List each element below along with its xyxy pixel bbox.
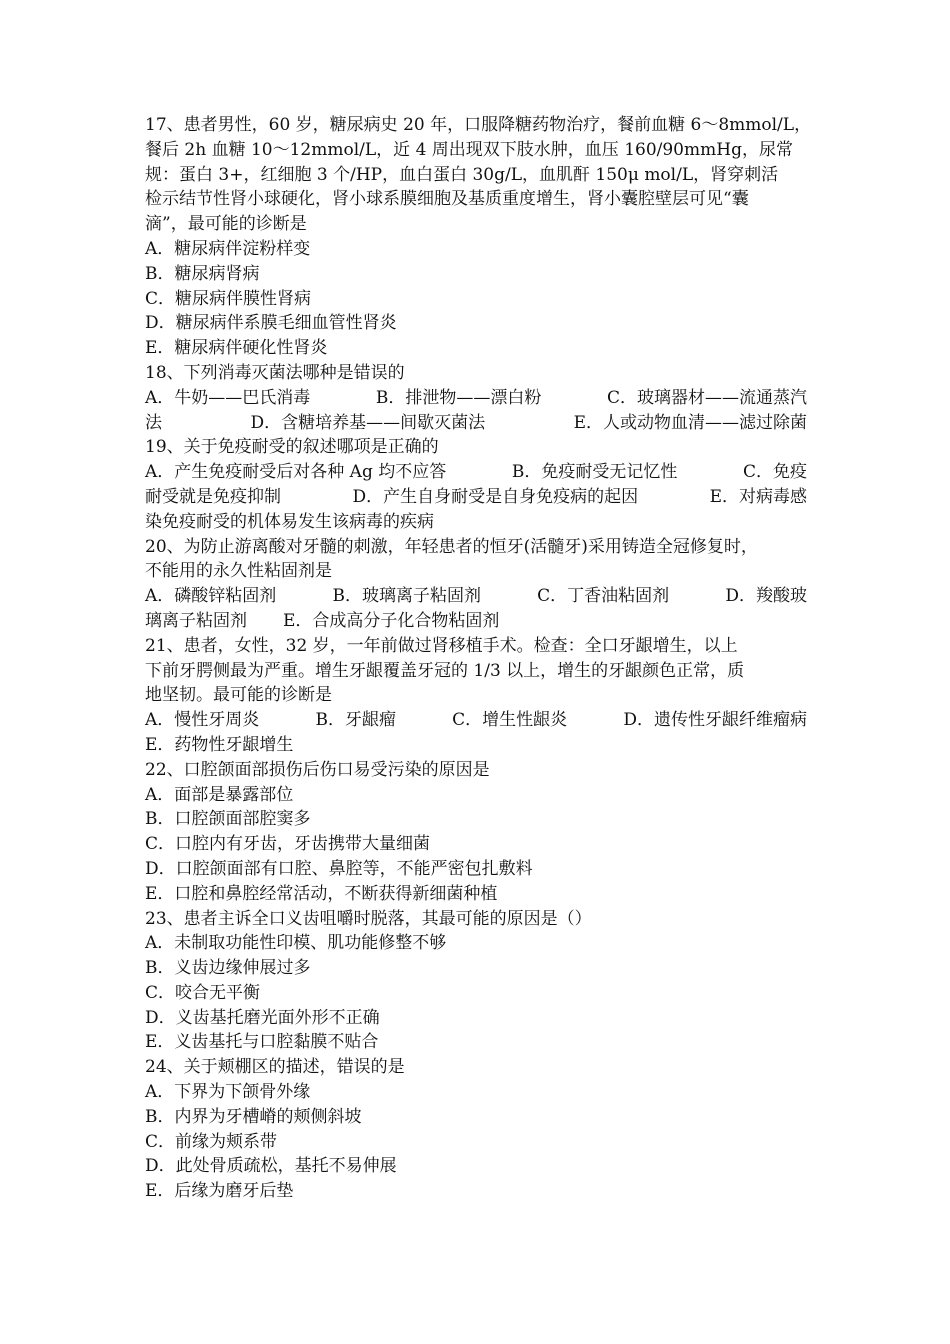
option: C．咬合无平衡: [145, 982, 261, 1003]
option-continuation: 耐受就是免疫抑制: [145, 486, 281, 507]
option: D．羧酸玻: [725, 586, 807, 607]
option: B．玻璃离子粘固剂: [332, 586, 481, 607]
option: E．口腔和鼻腔经常活动，不断获得新细菌种植: [145, 883, 498, 904]
option-row: [145, 708, 807, 733]
question-23: [145, 907, 807, 1056]
question-text-line: 18、下列消毒灭菌法哪种是错误的: [145, 362, 405, 383]
option: E．人或动物血清——滤过除菌: [573, 412, 807, 433]
text-span: 17、患者男性，60 岁，糖尿病史 20 年，口服降糖药物治疗，餐前血糖 6～8mmol/L，: [145, 115, 812, 135]
question-text-line: 22、口腔颌面部损伤后伤口易受污染的原因是: [145, 759, 490, 780]
option-continuation: 法: [145, 412, 162, 433]
question-text-line: 20、为防止游离酸对牙髓的刺激，年轻患者的恒牙(活髓牙)采用铸造全冠修复时，: [145, 536, 758, 557]
option: E．合成高分子化合物粘固剂: [283, 610, 500, 631]
question-text-line: 规：蛋白 3+，红细胞 3 个/HP，血白蛋白 30g/L，血肌酐 150μ mol/L，肾穿刺活: [145, 164, 779, 185]
option: A．磷酸锌粘固剂: [145, 586, 277, 607]
option: B．排泄物——漂白粉: [375, 387, 542, 408]
option: D．遗传性牙龈纤维瘤病: [623, 710, 807, 731]
option-continuation: 璃离子粘固剂: [145, 610, 247, 631]
question-text-line: [145, 113, 812, 138]
option: C．玻璃器材——流通蒸汽: [606, 387, 807, 408]
option: C．口腔内有牙齿，牙齿携带大量细菌: [145, 834, 431, 855]
option: A．面部是暴露部位: [145, 784, 294, 805]
question-text-line: 地坚韧。最可能的诊断是: [145, 685, 332, 706]
option-row: [145, 460, 807, 485]
question-text-line: 滴”，最可能的诊断是: [145, 214, 307, 235]
document-page: [145, 113, 812, 1204]
option: D．糖尿病伴系膜毛细血管性肾炎: [145, 313, 397, 334]
option: A．产生免疫耐受后对各种 Ag 均不应答: [145, 462, 447, 483]
option: D．义齿基托磨光面外形不正确: [145, 1007, 380, 1028]
option: B．免疫耐受无记忆性: [511, 462, 678, 483]
option: C．丁香油粘固剂: [537, 586, 670, 607]
question-24: [145, 1055, 807, 1204]
option: C．增生性龈炎: [452, 710, 568, 731]
question-text-line: 24、关于颊棚区的描述，错误的是: [145, 1057, 405, 1078]
option: D．此处骨质疏松，基托不易伸展: [145, 1156, 397, 1177]
option: E．义齿基托与口腔黏膜不贴合: [145, 1032, 379, 1053]
option: D．含糖培养基——间歇灭菌法: [250, 412, 486, 433]
option: B．内界为牙槽嵴的颊侧斜坡: [145, 1106, 362, 1127]
option: B．牙龈瘤: [315, 710, 396, 731]
option: E．药物性牙龈增生: [145, 734, 294, 755]
question-text-line: 不能用的永久性粘固剂是: [145, 561, 332, 582]
option: A．未制取功能性印模、肌功能修整不够: [145, 933, 447, 954]
question-text-line: 23、患者主诉全口义齿咀嚼时脱落，其最可能的原因是（）: [145, 908, 592, 929]
option: C．前缘为颊系带: [145, 1131, 278, 1152]
option-row: [145, 485, 807, 510]
option: C．糖尿病伴膜性肾病: [145, 288, 312, 309]
question-text-line: 19、关于免疫耐受的叙述哪项是正确的: [145, 437, 439, 458]
option: E．后缘为磨牙后垫: [145, 1181, 294, 1202]
option-row: [145, 584, 807, 609]
option: B．糖尿病肾病: [145, 263, 260, 284]
option-row: [145, 411, 807, 436]
option-row: [145, 386, 807, 411]
question-21: [145, 634, 807, 758]
option: E．糖尿病伴硬化性肾炎: [145, 338, 328, 359]
option: A．慢性牙周炎: [145, 710, 260, 731]
option-continuation: 染免疫耐受的机体易发生该病毒的疾病: [145, 511, 434, 532]
question-19: [145, 435, 807, 534]
option-row: [145, 609, 807, 634]
option: D．产生自身耐受是自身免疫病的起因: [352, 486, 639, 507]
option: C．免疫: [742, 462, 807, 483]
option: A．糖尿病伴淀粉样变: [145, 238, 311, 259]
question-text-line: 下前牙腭侧最为严重。增生牙龈覆盖牙冠的 1/3 以上，增生的牙龈颜色正常，质: [145, 660, 745, 681]
option: B．义齿边缘伸展过多: [145, 958, 311, 979]
option: E．对病毒感: [709, 486, 807, 507]
question-18: [145, 361, 807, 435]
question-text-line: 检示结节性肾小球硬化，肾小球系膜细胞及基质重度增生，肾小囊腔壁层可见“囊: [145, 189, 749, 210]
question-22: [145, 758, 807, 907]
option: B．口腔颌面部腔窦多: [145, 809, 311, 830]
question-17: [145, 113, 812, 361]
option: A．下界为下颌骨外缘: [145, 1082, 311, 1103]
question-20: [145, 535, 807, 634]
question-text-line: 21、患者，女性，32 岁，一年前做过肾移植手术。检查：全口牙龈增生，以上: [145, 635, 738, 656]
option: D．口腔颌面部有口腔、鼻腔等，不能严密包扎敷料: [145, 858, 533, 879]
option: A．牛奶——巴氏消毒: [145, 387, 311, 408]
question-text-line: 餐后 2h 血糖 10～12mmol/L，近 4 周出现双下肢水肿，血压 160/90mmHg，尿常: [145, 139, 793, 160]
